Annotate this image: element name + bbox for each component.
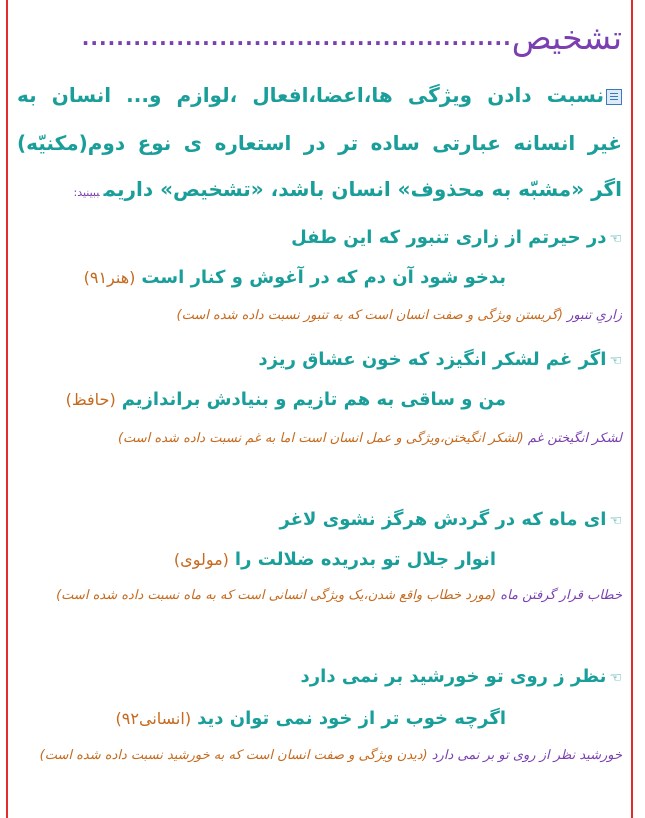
see-label: ببینید: (73, 186, 100, 199)
verse-text: اگرچه خوب تر از خود نمی توان دید (197, 708, 506, 729)
verse-source: (مولوی) (173, 550, 229, 569)
intro-line-1 (17, 80, 622, 110)
example-4-line-2 (116, 706, 506, 732)
title-row (22, 14, 622, 58)
intro-text-3: اگر «مشبّه به محذوف» انسان باشد، «تشخیص» داریم (103, 177, 622, 201)
example-4-line-1 (301, 664, 622, 691)
verse-text: اگر غم لشکر انگیزد که خون عشاق ریزد (258, 349, 607, 370)
example-2-explanation (17, 428, 622, 450)
title-dots: .................................................. (81, 26, 512, 50)
example-3-explanation (17, 585, 622, 607)
explanation-text: (مورد خطاب واقع شدن،یک ویژگی انسانی است که به ماه نسبت داده شده است) (56, 588, 497, 603)
intro-line-2 (17, 128, 622, 158)
pointing-hand-icon: ☜ (609, 353, 622, 369)
page (14, 0, 626, 818)
verse-text: من و ساقی به هم تازیم و بنیادش براندازیم (121, 389, 506, 410)
pointing-hand-icon: ☜ (609, 670, 622, 686)
verse-text: در حیرتم از زاری تنبور که این طفل (291, 227, 607, 248)
figure-term: زاریِ تنبور (567, 308, 622, 323)
intro-text-1: نسبت دادن ویژگی ها،اعضا،افعال ،لوازم و... انسان به (17, 83, 604, 107)
right-border (631, 0, 633, 818)
example-3-line-1 (280, 507, 622, 534)
example-3-line-2 (174, 547, 496, 573)
intro-text-2: غیر انسانه عبارتی ساده تر در استعاره ی نوع دوم(مکنیّه) (17, 131, 622, 155)
example-1-explanation (17, 305, 622, 327)
example-1-line-2 (84, 265, 506, 291)
verse-text: ای ماه که در گردش هرگز نشوی لاغر (279, 509, 607, 530)
page-title: تشخیص (511, 18, 622, 57)
pointing-hand-icon: ☜ (609, 231, 622, 247)
explanation-text: (گریستن ویژگی و صفت انسان است که به تنبور نسبت داده شده است) (176, 308, 563, 323)
example-2-line-1 (258, 347, 622, 374)
figure-term: خطاب قرار گرفتن ماه (500, 588, 622, 603)
document-icon (606, 89, 622, 105)
intro-line-3 (17, 174, 622, 208)
verse-source: (انسانی۹۲) (115, 709, 192, 728)
verse-text: انوار جلال تو بدریده ضلالت را (234, 549, 496, 570)
pointing-hand-icon: ☜ (609, 513, 622, 529)
example-4-explanation (17, 745, 622, 767)
left-border (6, 0, 8, 818)
verse-text: نظر ز روی تو خورشید بر نمی دارد (300, 666, 607, 687)
explanation-text: (لشکر انگیختن،ویژگی و عمل انسان است اما به غم نسبت داده شده است) (117, 431, 524, 446)
verse-source: (هنر۹۱) (83, 268, 136, 287)
explanation-text: (دیدن ویژگی و صفت انسان است که به خورشید نسبت داده شده است) (39, 748, 428, 763)
verse-source: (حافظ) (65, 390, 116, 409)
figure-term: لشکر انگیختن غم (527, 431, 622, 446)
example-2-line-2 (66, 387, 506, 413)
figure-term: خورشید نظر از روی تو بر نمی دارد (431, 748, 622, 763)
example-1-line-1 (291, 225, 622, 252)
verse-text: بدخو شود آن دم که در آغوش و کنار است (141, 267, 506, 288)
